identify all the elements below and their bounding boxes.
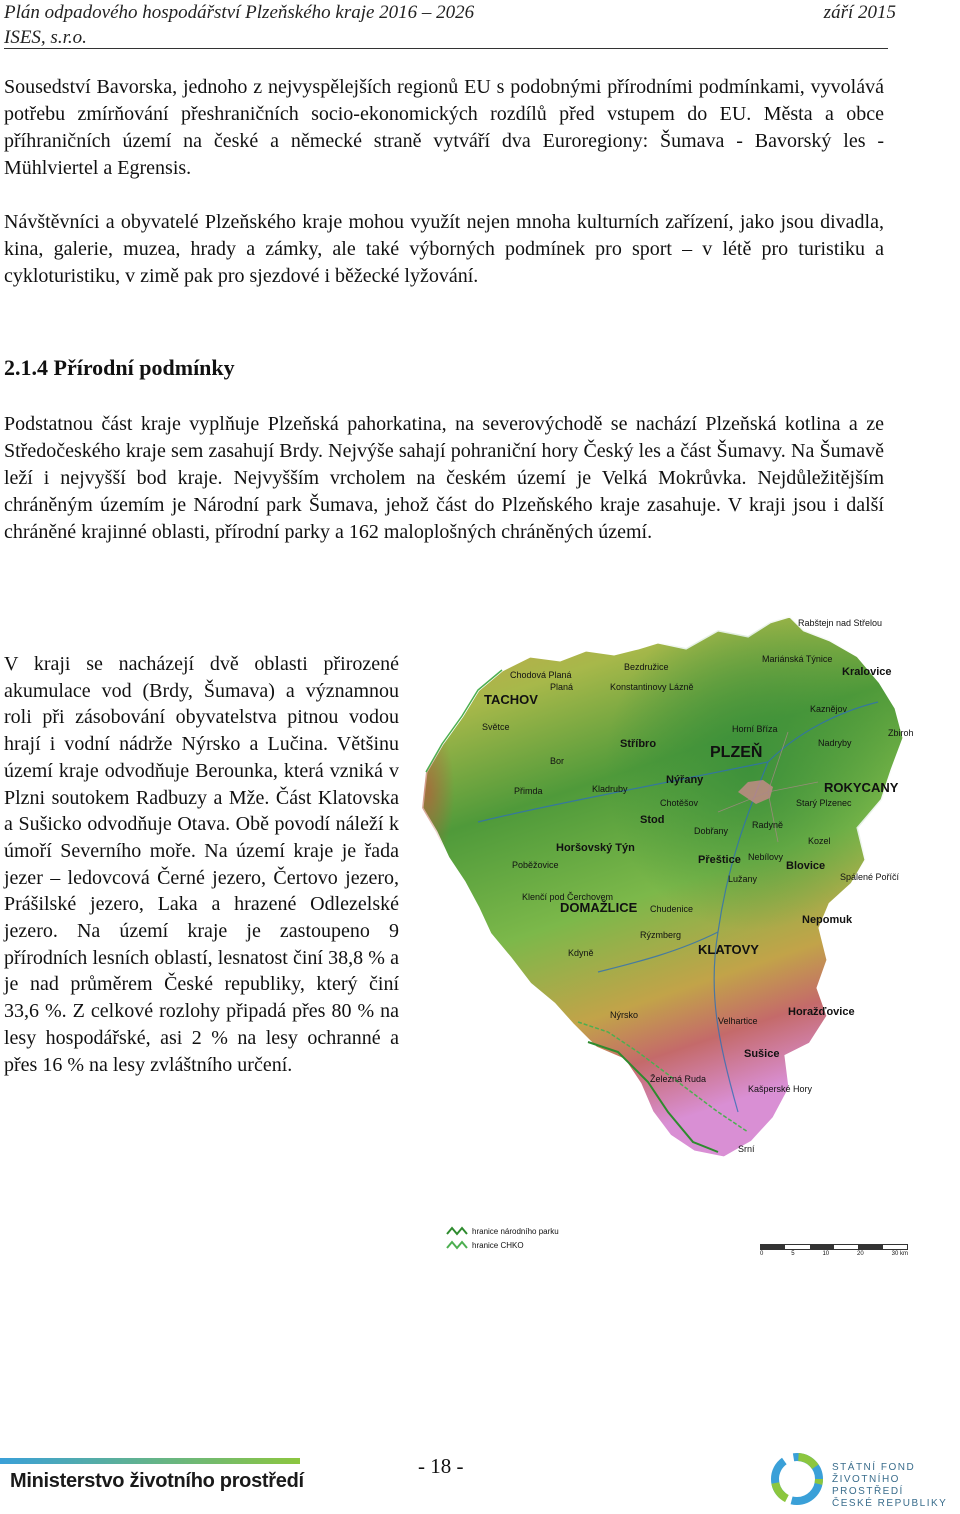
map-label-city: Starý Plzenec [796,798,852,808]
document-company: ISES, s.r.o. [4,27,87,48]
map-label-city: KLATOVY [698,942,759,957]
map-label-city: Nepomuk [802,914,853,926]
map-label-city: Světce [482,722,510,732]
map-label-city: Mariánská Týnice [762,654,833,664]
sfzp-logo-icon [770,1452,824,1506]
scale-tick: 30 km [891,1251,908,1257]
map-label-city: Bezdružice [624,662,669,672]
map-label-city: Železná Ruda [650,1074,707,1084]
paragraph-water-forests: V kraji se nacházejí dvě oblasti přirozené akumulace vod (Brdy, Šumava) a významnou roli při zásobování obyvatelstva pitnou vodou hrají i vodní nádrže Nýrsko a Lučina. Většinu území kraje odvodňuje Berounka, která vzniká v Plzni soutokem Radbuzy a Mže. Část Klatovska a Sušicko odvodňuje Otava. Obě povodí náleží k úmoří Severního moře. Na území kraje je řada jezer – ledovcová Černé jezero, Čertovo jezero, Prášilské jezero, Laka a hrazené Odlezelské jezero. Na území kraje je zastoupeno 9 přírodních lesních oblastí, lesnatost činí 38,8 % a je nad průměrem České republiky, který činí 33,6 %. Z celkové rozlohy připadá přes 80 % na lesy hospodářské, asi 2 % na lesy ochranné a přes 16 % na lesy zvláštního určení. [4,653,399,1076]
map-label-city: Stod [640,814,665,826]
map-label-city: Horažďovice [788,1006,855,1018]
legend-label: hranice národního parku [472,1226,559,1236]
map-label-city: DOMAŽLICE [560,900,638,915]
map-label-city: PLZEŇ [710,744,763,761]
map-label-city: Lužany [728,874,758,884]
map-label-city: Blovice [786,860,826,872]
footer-accent-line [0,1458,300,1464]
scale-tick: 0 [760,1251,764,1257]
page-header [4,0,896,49]
map-label-city: Nýrsko [610,1010,639,1020]
legend-label: hranice CHKO [472,1240,524,1250]
map-label-city: Kaznějov [810,704,848,714]
map-label-city: Velhartice [718,1016,758,1026]
map-label-city: Srní [738,1144,755,1154]
map-label-city: Bor [550,756,565,766]
fund-line: ŽIVOTNÍHO PROSTŘEDÍ [832,1474,904,1497]
paragraph-natural-conditions: Podstatnou část kraje vyplňuje Plzeňská pahorkatina, na severovýchodě se nachází Plzeňská kotlina a ze Středočeského kraje sem zasahují Brdy. Nejvýše sahají pohraniční hory Český les a část Šumavy. Na Šumavě leží i nejvyšší bod kraje. Nejvyšším vrcholem na českém území je Velká Mokrůvka. Nejdůležitějším chráněným územím je Národní park Šumava, jehož část do Plzeňského kraje zasahuje. V kraji jsou i další chráněné krajinné oblasti, přírodní parky a 162 maloplošných chráněných území. [4,413,884,543]
map-label-city: Přimda [514,786,543,796]
legend-item [446,1224,559,1238]
chko-line-icon [446,1240,468,1250]
paragraph-bavaria: Sousedství Bavorska, jednoho z nejvyspělejších regionů EU s podobnými přírodními podmínkami, vyvolává potřebu zmírňování přeshraničních socio-ekonomických rozdílů před vstupem do EU. Města a obce příhraničních území na české a německé straně vytváří dva Euroregiony: Šumava - Bavorský les - Mühlviertel a Egrensis. [4,76,884,179]
map-label-city: Rabštejn nad Střelou [798,618,883,628]
map-label-city: Spálené Poříčí [840,872,900,882]
map-label-city: Stříbro [620,738,657,750]
document-title: Plán odpadového hospodářství Plzeňského kraje 2016 – 2026 [4,2,475,23]
section-heading: 2.1.4 Přírodní podmínky [4,355,235,380]
map-label-city: Horní Bříza [732,724,778,734]
map-label-city: Zbiroh [888,728,914,738]
scale-tick: 20 [857,1251,864,1257]
map-label-city: Chodová Planá [510,670,572,680]
map-label-city: TACHOV [484,692,538,707]
map-label-city: Kralovice [842,666,892,678]
map-label-city: Kdyně [568,948,594,958]
map-label-city: Kašperské Hory [748,1084,813,1094]
ministry-logo-text: Ministerstvo životního prostředí [10,1470,304,1492]
map-label-city: Kozel [808,836,831,846]
legend-item [446,1238,559,1252]
map-label-city: Nadryby [818,738,852,748]
map-legend [446,1224,559,1252]
region-map [418,612,914,1168]
scale-tick: 5 [791,1251,795,1257]
scale-tick: 10 [822,1251,830,1257]
paragraph-visitors: Návštěvníci a obyvatelé Plzeňského kraje mohou využít nejen mnoha kulturních zařízení, jako jsou divadla, kina, galerie, muzea, hrady a zámky, ale také výborných podmínek pro sport – v létě pro turistiku a cykloturistiku, v zimě pak pro sjezdové i běžecké lyžování. [4,211,884,287]
map-label-city: Klenčí pod Čerchovem [522,892,614,902]
fund-line: STÁTNÍ FOND [832,1462,916,1473]
map-label-city: Dobřany [694,826,729,836]
map-label-city: Kladruby [592,784,628,794]
map-label-city: Nebílovy [748,852,784,862]
map-label-city: Poběžovice [512,860,559,870]
page-number: - 18 - [418,1454,464,1478]
map-scale-bar [760,1244,908,1257]
map-label-city: Horšovský Týn [556,842,635,854]
map-label-city: Chotěšov [660,798,699,808]
map-label-city: ROKYCANY [824,780,899,795]
document-date: září 2015 [823,2,896,23]
map-label-city: Rýzmberg [640,930,682,940]
map-label-city: Chudenice [650,904,694,914]
fund-line: ČESKÉ REPUBLIKY [832,1498,948,1509]
map-label-city: Sušice [744,1048,780,1060]
sfzp-logo-text [832,1462,960,1510]
national-park-line-icon [446,1226,468,1236]
map-label-city: Nýřany [666,774,704,786]
map-label-city: Radyně [752,820,784,830]
map-label-city: Konstantinovy Lázně [610,682,694,692]
map-label-city: Přeštice [698,854,741,866]
map-label-city: Planá [550,682,574,692]
